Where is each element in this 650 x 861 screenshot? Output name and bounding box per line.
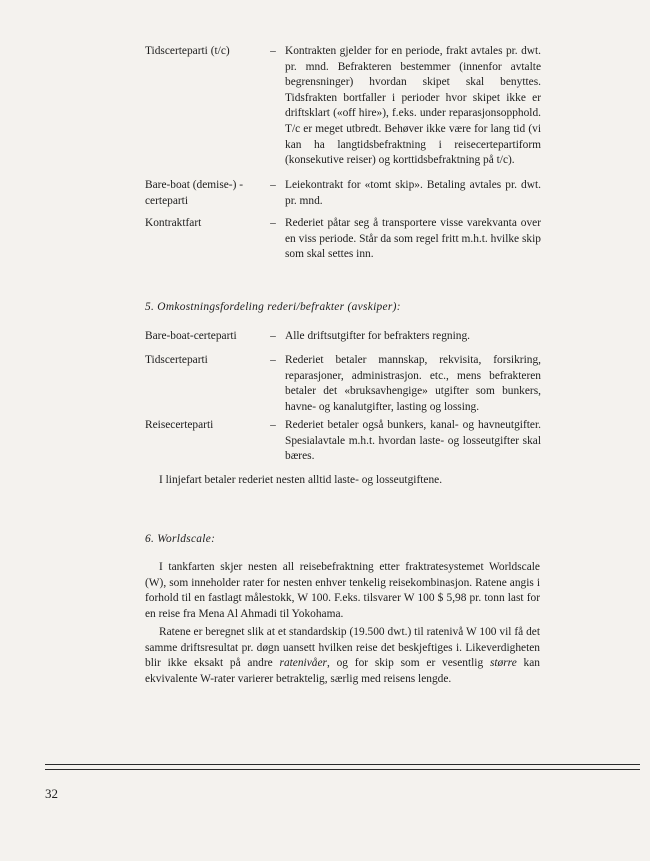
body-paragraph: I tankfarten skjer nesten all reisebefraktning etter fraktratesystemet Worldscale (W), som inneholder rater for nesten enhver tenkelig reisekombinasjon. Ratene angis i forhold til en fastlagt målestokk, W 100. F.eks. tilsvarer W 100 $ 5,98 pr. tonn last for en reise fra Mena Al Ahmadi til Yokohama. [145,561,540,620]
entry-definition: Kontrakten gjelder for en periode, frakt avtales pr. dwt. pr. mnd. Befrakteren bestemmer (innenfor avtalte begrensninger) hvordan skipet skal benyttes. Tidsfrakten bortfaller i perioder hvor skipet ikke er driftsklart («off hire»), f.eks. under reparasjonsopphold. T/c er meget utbredt. Behøver ikke være for lang tid (vi kan ha langtidsbefraktning i reisecertepartiform (konsekutive reiser) og korttidsbefraktning på t/c). [285,45,541,167]
entry-dash: – [270,354,276,366]
entry-term: Bare-boat-certeparti [145,330,237,342]
section-heading: 6. Worldscale: [145,533,216,545]
footer-rule [45,769,640,770]
paragraph-text: Ratene er beregnet slik at et standardskip (19.500 dwt.) til ratenivå W 100 vil få det samme driftsresultat pr. døgn uansett hvilken reise det beskjeftiges i. Likeverdigheten blir ikke eksakt på andre [145,626,540,670]
entry-dash: – [270,419,276,431]
entry-definition: Rederiet betaler mannskap, rekvisita, forsikring, reparasjoner, administrasjon. etc., mens befrakteren betaler det «bruksavhengige» utgifter som bunkers, havne- og kanalutgifter, lasting og lossing. [285,354,541,413]
entry-dash: – [270,217,276,229]
paragraph-text: kan ekvivalente W-rater varierer betraktelig, særlig med reisens lengde. [145,657,540,685]
entry-term: Tidscerteparti [145,354,208,366]
entry-definition: Rederiet påtar seg å transportere visse varekvanta over en viss periode. Står da som regel fritt m.h.t. hvilke skip som skal settes inn. [285,217,541,261]
entry-definition: Rederiet betaler også bunkers, kanal- og havneutgifter. Spesialavtale m.h.t. hvordan laste- og losseutgifter skal bæres. [285,419,541,463]
paragraph-text: , og for skip som er vesentlig [326,657,490,670]
body-paragraph: I linjefart betaler rederiet nesten alltid laste- og losseutgiftene. [159,474,443,486]
entry-dash: – [270,45,276,57]
entry-term: Bare-boat (demise-) -certeparti [145,179,244,207]
entry-dash: – [270,330,276,342]
entry-definition: Leiekontrakt for «tomt skip». Betaling avtales pr. dwt. pr. mnd. [285,179,541,207]
emphasis-text: ratenivåer [279,657,327,670]
entry-term: Tidscerteparti (t/c) [145,45,230,57]
page-number: 32 [45,786,58,801]
entry-dash: – [270,179,276,191]
body-paragraph [145,625,540,687]
entry-definition: Alle driftsutgifter for befrakters regning. [285,330,471,342]
entry-term: Kontraktfart [145,217,202,229]
entry-term: Reisecerteparti [145,419,214,431]
footer-rule [45,764,640,765]
section-heading: 5. Omkostningsfordeling rederi/befrakter (avskiper): [145,301,401,313]
emphasis-text: større [489,657,517,670]
